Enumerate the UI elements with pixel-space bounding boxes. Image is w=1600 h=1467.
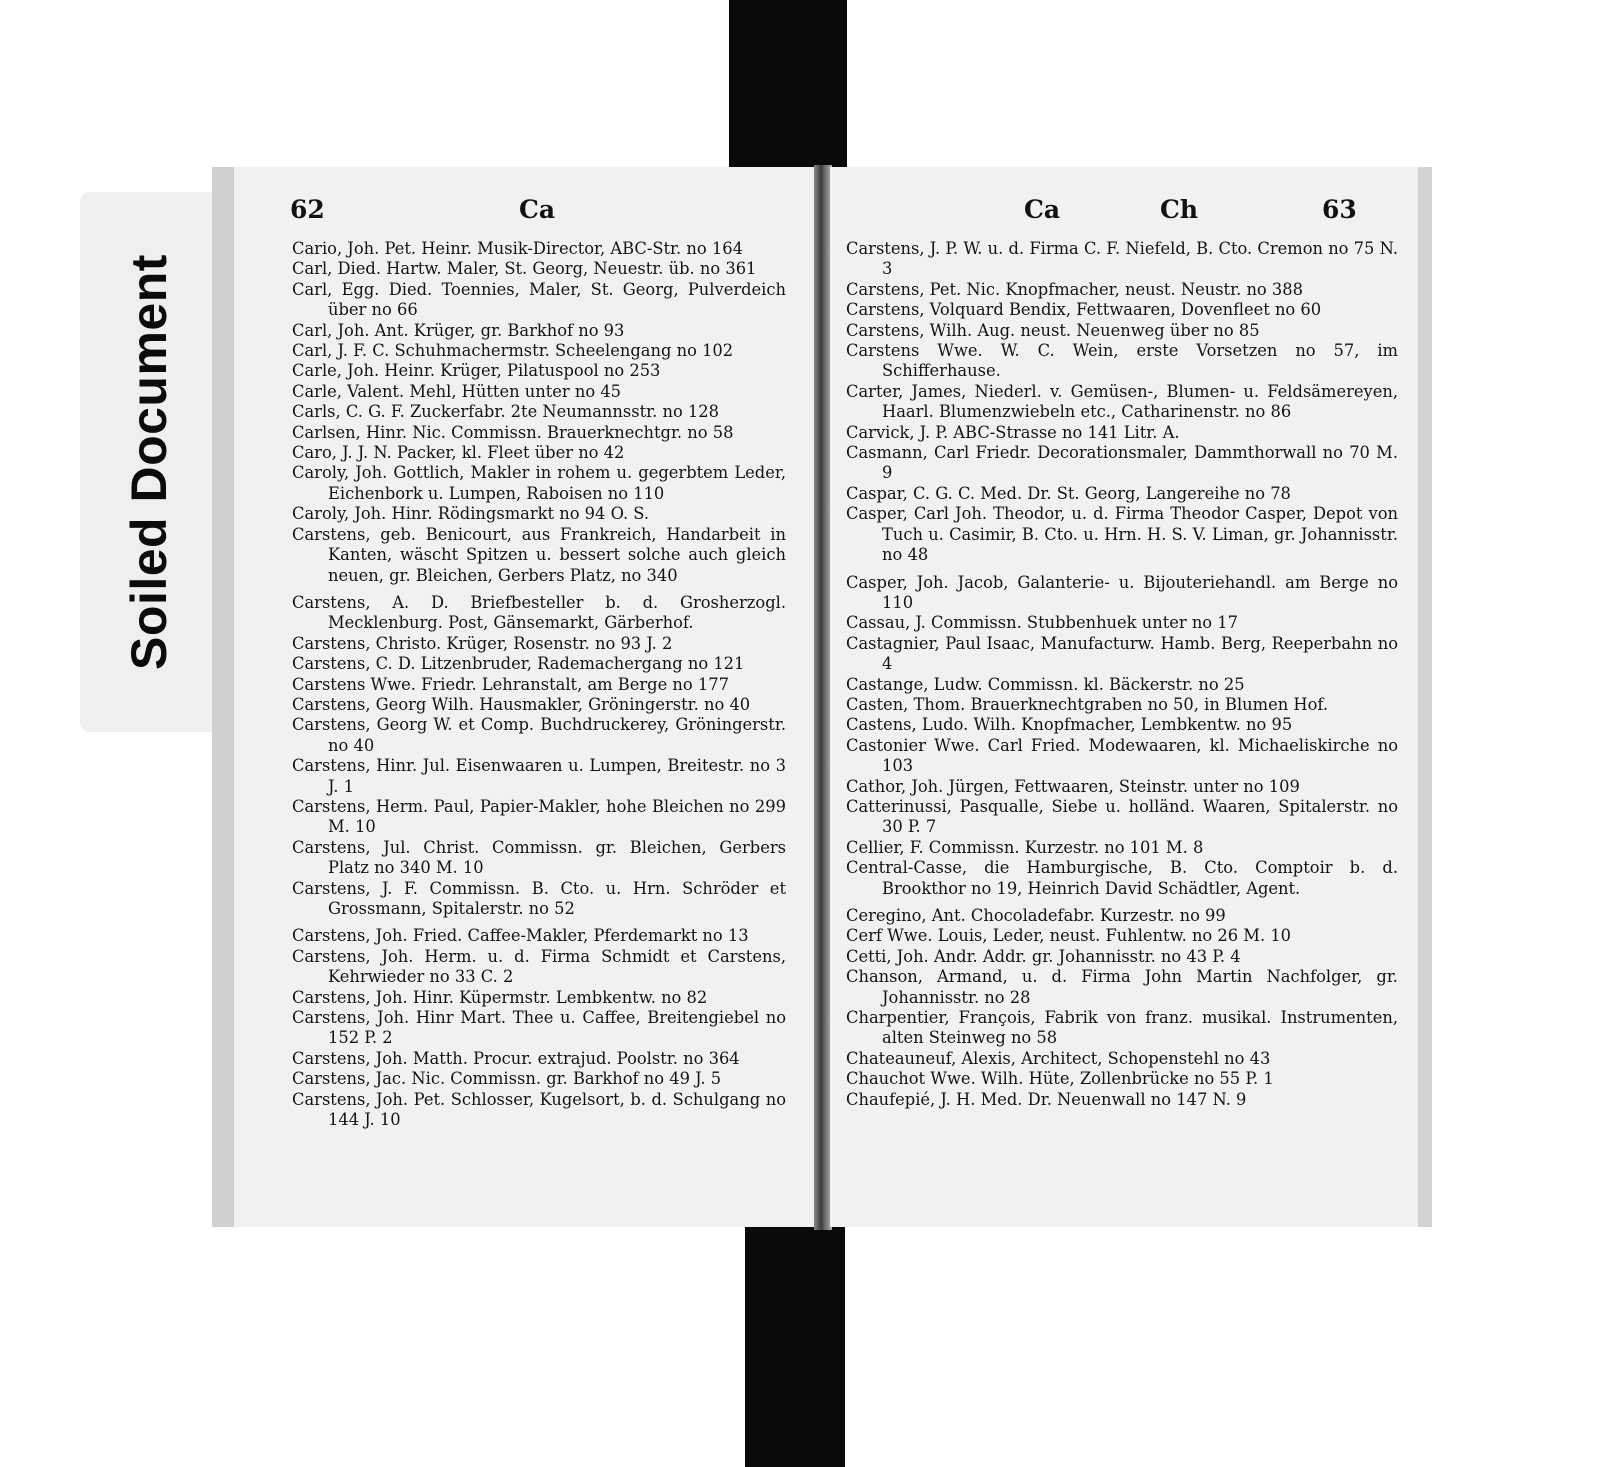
directory-entry: Carter, James, Niederl. v. Gemüsen-, Blumen- u. Feldsämereyen, Haarl. Blumenzwiebeln etc., Catharinenstr. no 86 (846, 381, 1398, 422)
directory-entry: Cassau, J. Commissn. Stubbenhuek unter no 17 (846, 613, 1239, 633)
directory-entry: Carstens, J. P. W. u. d. Firma C. F. Niefeld, B. Cto. Cremon no 75 N. 3 (846, 239, 1398, 279)
directory-entry: Carstens, A. D. Briefbesteller b. d. Grosherzogl. Mecklenburg. Post, Gänsemarkt, Gärberhof. (292, 592, 786, 633)
directory-entry: Carle, Valent. Mehl, Hütten unter no 45 (292, 381, 622, 401)
left-page (212, 167, 822, 1227)
right-page (830, 167, 1432, 1227)
directory-entry: Cerf Wwe. Louis, Leder, neust. Fuhlentw. no 26 M. 10 (846, 926, 1292, 946)
directory-entry: Carlsen, Hinr. Nic. Commissn. Brauerknechtgr. no 58 (292, 422, 734, 442)
directory-entry: Carstens, Volquard Bendix, Fettwaaren, Dovenfleet no 60 (846, 300, 1322, 320)
page-number: 63 (1322, 195, 1357, 224)
directory-entry: Caro, J. J. N. Packer, kl. Fleet über no 42 (292, 443, 625, 463)
directory-entry: Carl, Joh. Ant. Krüger, gr. Barkhof no 93 (292, 320, 625, 340)
page-number: 62 (290, 195, 325, 224)
directory-entry: Carstens, Pet. Nic. Knopfmacher, neust. Neustr. no 388 (846, 279, 1303, 299)
directory-entry: Cathor, Joh. Jürgen, Fettwaaren, Steinstr. unter no 109 (846, 776, 1300, 796)
directory-entry: Castagnier, Paul Isaac, Manufacturw. Hamb. Berg, Reeperbahn no 4 (846, 633, 1398, 674)
directory-entry: Carstens, Joh. Hinr. Küpermstr. Lembkentw. no 82 (292, 987, 708, 1007)
directory-entry: Carstens, Joh. Pet. Schlosser, Kugelsort, b. d. Schulgang no 144 J. 10 (292, 1089, 786, 1130)
directory-entry: Carstens, geb. Benicourt, aus Frankreich, Handarbeit in Kanten, wäscht Spitzen u. bessert solche auch gleich neuen, gr. Bleichen, Gerbers Platz, no 340 (292, 524, 786, 585)
directory-entry: Cellier, F. Commissn. Kurzestr. no 101 M. 8 (846, 837, 1204, 857)
directory-entry: Cetti, Joh. Andr. Addr. gr. Johannisstr. no 43 P. 4 (846, 946, 1241, 966)
directory-entry: Carstens, Herm. Paul, Papier-Makler, hohe Bleichen no 299 M. 10 (292, 796, 786, 837)
directory-entry: Carstens, C. D. Litzenbruder, Rademachergang no 121 (292, 654, 745, 674)
directory-entry: Chateauneuf, Alexis, Architect, Schopenstehl no 43 (846, 1048, 1271, 1068)
directory-entry: Carstens, Georg Wilh. Hausmakler, Gröningerstr. no 40 (292, 694, 751, 714)
left-entry-list (292, 239, 786, 1130)
stamp-label: Soiled Document (121, 254, 177, 670)
directory-entry: Castonier Wwe. Carl Fried. Modewaaren, kl. Michaeliskirche no 103 (846, 735, 1398, 776)
directory-entry: Carstens, Joh. Fried. Caffee-Makler, Pferdemarkt no 13 (292, 926, 749, 946)
left-page-header (234, 195, 822, 235)
directory-entry: Carle, Joh. Heinr. Krüger, Pilatuspool no 253 (292, 361, 661, 381)
directory-entry: Caroly, Joh. Gottlich, Makler in rohem u. gegerbtem Leder, Eichenbork u. Lumpen, Raboisen no 110 (292, 463, 786, 503)
directory-entry: Carstens, Jac. Nic. Commissn. gr. Barkhof no 49 J. 5 (292, 1069, 722, 1089)
directory-entry: Carl, Died. Hartw. Maler, St. Georg, Neuestr. üb. no 361 (292, 259, 757, 279)
directory-entry: Carstens Wwe. Friedr. Lehranstalt, am Berge no 177 (292, 674, 729, 694)
running-head-right: Ch (1160, 195, 1199, 224)
directory-entry: Carstens, Christo. Krüger, Rosenstr. no 93 J. 2 (292, 633, 673, 653)
directory-entry: Caroly, Joh. Hinr. Rödingsmarkt no 94 O. S. (292, 504, 650, 524)
directory-entry: Charpentier, François, Fabrik von franz. musikal. Instrumenten, alten Steinweg no 58 (846, 1008, 1398, 1048)
directory-entry: Carstens, Joh. Herm. u. d. Firma Schmidt et Carstens, Kehrwieder no 33 C. 2 (292, 946, 786, 987)
running-head: Ca (519, 195, 556, 224)
directory-entry: Carstens, Hinr. Jul. Eisenwaaren u. Lumpen, Breitestr. no 3 J. 1 (292, 756, 786, 796)
directory-entry: Carstens, Joh. Hinr Mart. Thee u. Caffee, Breitengiebel no 152 P. 2 (292, 1008, 786, 1048)
directory-entry: Carstens, J. F. Commissn. B. Cto. u. Hrn. Schröder et Grossmann, Spitalerstr. no 52 (292, 878, 786, 918)
directory-entry: Castens, Ludo. Wilh. Knopfmacher, Lembkentw. no 95 (846, 715, 1293, 735)
directory-entry: Casper, Carl Joh. Theodor, u. d. Firma Theodor Casper, Depot von Tuch u. Casimir, B. Cto. u. Hrn. H. S. V. Liman, gr. Johannisstr. no 48 (846, 504, 1398, 565)
directory-entry: Carl, J. F. C. Schuhmachermstr. Scheelengang no 102 (292, 341, 734, 361)
directory-entry: Casper, Joh. Jacob, Galanterie- u. Bijouteriehandl. am Berge no 110 (846, 572, 1398, 612)
directory-entry: Carl, Egg. Died. Toennies, Maler, St. Georg, Pulverdeich über no 66 (292, 279, 786, 320)
directory-entry: Central-Casse, die Hamburgische, B. Cto. Comptoir b. d. Brookthor no 19, Heinrich David Schädtler, Agent. (846, 858, 1398, 898)
directory-entry: Catterinussi, Pasqualle, Siebe u. holländ. Waaren, Spitalerstr. no 30 P. 7 (846, 796, 1398, 837)
binding-strap-bottom (745, 1222, 845, 1467)
directory-entry: Chanson, Armand, u. d. Firma John Martin Nachfolger, gr. Johannisstr. no 28 (846, 967, 1398, 1007)
directory-entry: Chauchot Wwe. Wilh. Hüte, Zollenbrücke no 55 P. 1 (846, 1069, 1274, 1089)
directory-entry: Castange, Ludw. Commissn. kl. Bäckerstr. no 25 (846, 674, 1245, 694)
directory-entry: Carvick, J. P. ABC-Strasse no 141 Litr. A. (846, 422, 1180, 442)
directory-entry: Caspar, C. G. C. Med. Dr. St. Georg, Langereihe no 78 (846, 483, 1291, 503)
directory-entry: Casmann, Carl Friedr. Decorationsmaler, Dammthorwall no 70 M. 9 (846, 443, 1398, 483)
right-page-header (830, 195, 1418, 235)
directory-entry: Casten, Thom. Brauerknechtgraben no 50, in Blumen Hof. (846, 694, 1329, 714)
running-head-left: Ca (1024, 195, 1061, 224)
directory-entry: Carstens, Georg W. et Comp. Buchdruckerey, Gröningerstr. no 40 (292, 715, 786, 755)
binding-strap-top (729, 0, 847, 172)
directory-entry: Carstens, Jul. Christ. Commissn. gr. Bleichen, Gerbers Platz no 340 M. 10 (292, 837, 786, 878)
directory-entry: Carstens, Joh. Matth. Procur. extrajud. Poolstr. no 364 (292, 1048, 740, 1068)
right-entry-list (846, 239, 1398, 1110)
directory-entry: Chaufepié, J. H. Med. Dr. Neuenwall no 147 N. 9 (846, 1089, 1247, 1109)
directory-entry: Ceregino, Ant. Chocoladefabr. Kurzestr. no 99 (846, 906, 1226, 925)
directory-entry: Cario, Joh. Pet. Heinr. Musik-Director, ABC-Str. no 164 (292, 239, 743, 258)
directory-entry: Carstens, Wilh. Aug. neust. Neuenweg über no 85 (846, 320, 1260, 340)
directory-entry: Carstens Wwe. W. C. Wein, erste Vorsetzen no 57, im Schifferhause. (846, 341, 1398, 381)
directory-entry: Carls, C. G. F. Zuckerfabr. 2te Neumannsstr. no 128 (292, 402, 720, 422)
